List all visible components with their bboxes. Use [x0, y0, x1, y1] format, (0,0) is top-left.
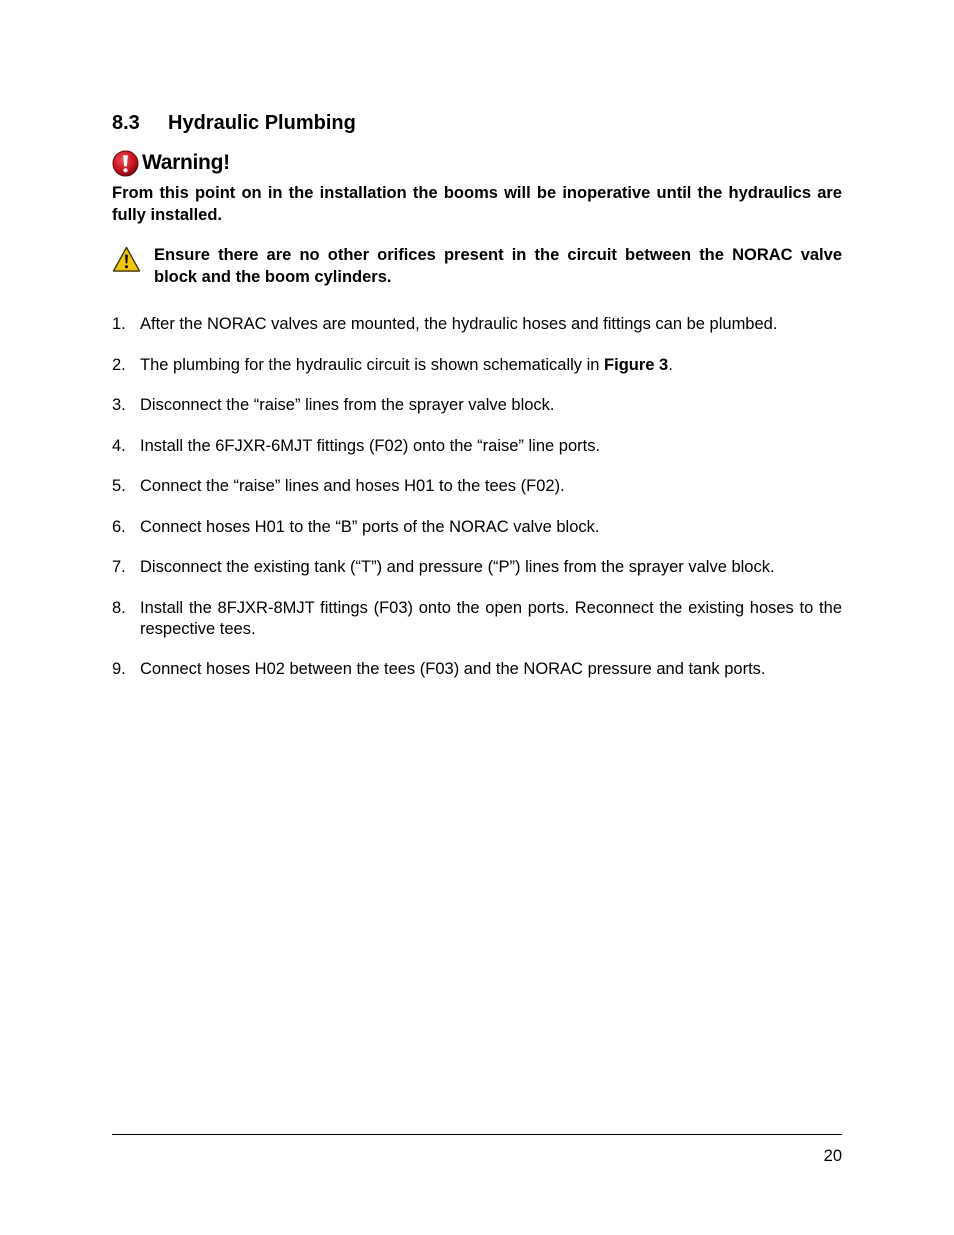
- step-number: 3.: [112, 396, 126, 414]
- step-text: Connect the “raise” lines and hoses H01 to the tees (F02).: [140, 477, 565, 495]
- step-number: 2.: [112, 355, 126, 374]
- step-number: 9.: [112, 660, 126, 678]
- step-number: 6.: [112, 517, 126, 536]
- step-number: 8.: [112, 598, 126, 617]
- step-text: Connect hoses H02 between the tees (F03) and the NORAC pressure and tank ports.: [140, 660, 766, 678]
- step-list: [112, 314, 842, 700]
- list-item: [112, 598, 842, 640]
- step-text: Install the 8FJXR-8MJT fittings (F03) onto the open ports. Reconnect the existing hoses to the respective tees.: [140, 598, 842, 638]
- caution-text: Ensure there are no other orifices present in the circuit between the NORAC valve block and the boom cylinders.: [154, 246, 842, 286]
- list-item: [112, 395, 842, 416]
- warning-exclamation-icon: [112, 150, 139, 177]
- warning-title: [112, 148, 230, 178]
- list-item: [112, 659, 842, 680]
- caution-note: [112, 244, 842, 288]
- step-text: Install the 6FJXR-6MJT fittings (F02) onto the “raise” line ports.: [140, 436, 601, 455]
- list-item: [112, 314, 842, 335]
- step-text: Connect hoses H01 to the “B” ports of the NORAC valve block.: [140, 517, 600, 536]
- step-number: 5.: [112, 477, 126, 495]
- section-heading: [112, 111, 356, 135]
- step-text: Disconnect the existing tank (“T”) and pressure (“P”) lines from the sprayer valve block.: [140, 558, 775, 576]
- page-number: 20: [823, 1147, 842, 1165]
- step-text: The plumbing for the hydraulic circuit is shown schematically in: [140, 355, 605, 374]
- step-text-end: .: [668, 355, 673, 374]
- step-number: 4.: [112, 436, 126, 455]
- list-item: [112, 517, 842, 538]
- list-item: [112, 557, 842, 578]
- step-text: After the NORAC valves are mounted, the hydraulic hoses and fittings can be plumbed.: [140, 315, 778, 333]
- warning-text: From this point on in the installation the booms will be inoperative until the hydraulics are fully installed.: [112, 184, 842, 224]
- footer-divider: [112, 1134, 842, 1135]
- step-number: 7.: [112, 558, 126, 576]
- list-item: [112, 355, 842, 376]
- caution-triangle-icon: [112, 246, 141, 273]
- list-item: [112, 476, 842, 497]
- list-item: [112, 436, 842, 457]
- figure-reference: Figure 3: [604, 355, 669, 374]
- step-number: 1.: [112, 315, 126, 333]
- warning-label: Warning!: [142, 151, 230, 174]
- section-title: Hydraulic Plumbing: [168, 112, 356, 134]
- step-text: Disconnect the “raise” lines from the sprayer valve block.: [140, 396, 555, 414]
- section-number: 8.3: [112, 112, 140, 134]
